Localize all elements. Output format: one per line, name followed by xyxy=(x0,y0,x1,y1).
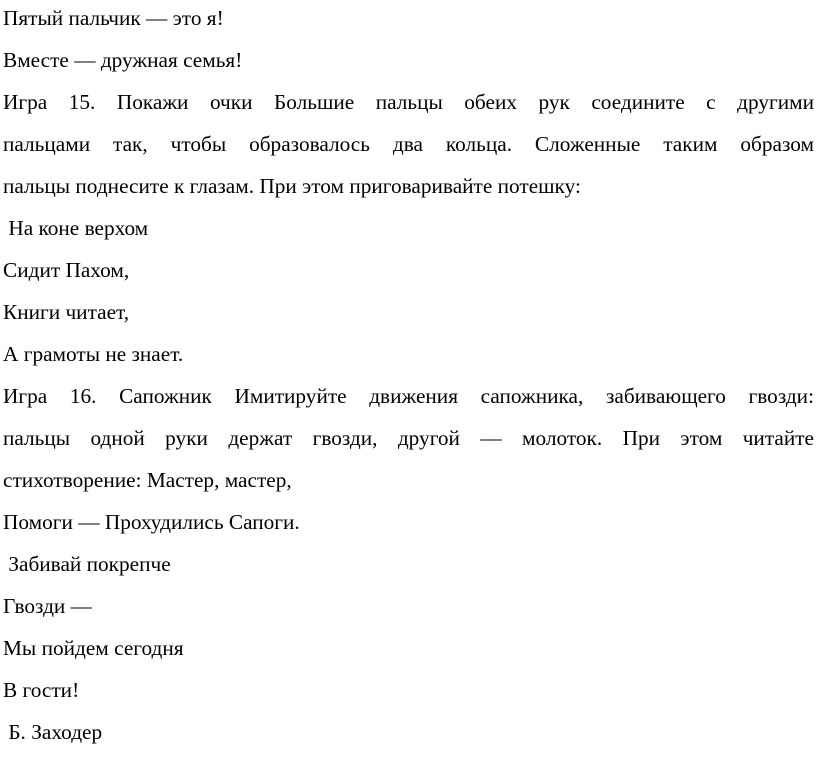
game-16-line: стихотворение: Мастер, мастер, xyxy=(3,468,292,492)
game-15-line: Игра 15. Покажи очки Большие пальцы обеих рук соедините с другими xyxy=(3,90,814,114)
verse-line: Вместе — дружная семья! xyxy=(3,48,243,72)
document-body xyxy=(3,0,814,753)
verse-line: Пятый пальчик — это я! xyxy=(3,6,224,30)
rhyme-line: Сидит Пахом, xyxy=(3,258,130,282)
game-16-line: пальцы одной руки держат гвозди, другой — молоток. При этом читайте xyxy=(3,426,814,450)
game-16-line: Игра 16. Сапожник Имитируйте движения сапожника, забивающего гвозди: xyxy=(3,384,814,408)
game-16-paragraph xyxy=(3,375,814,501)
rhyme-line: Забивай покрепче xyxy=(3,552,171,576)
rhyme-line: Гвозди — xyxy=(3,594,92,618)
author-signature: Б. Заходер xyxy=(3,720,103,744)
game-15-line: пальцами так, чтобы образовалось два кольца. Сложенные таким образом xyxy=(3,132,814,156)
rhyme-line: Книги читает, xyxy=(3,300,130,324)
rhyme-line: В гости! xyxy=(3,678,80,702)
game-15-line: пальцы поднесите к глазам. При этом приговаривайте потешку: xyxy=(3,174,581,198)
rhyme-line: На коне верхом xyxy=(3,216,149,240)
game-15-paragraph xyxy=(3,81,814,207)
rhyme-line: Мы пойдем сегодня xyxy=(3,636,184,660)
rhyme-line: Помоги — Прохудились Сапоги. xyxy=(3,510,300,534)
rhyme-line: А грамоты не знает. xyxy=(3,342,184,366)
